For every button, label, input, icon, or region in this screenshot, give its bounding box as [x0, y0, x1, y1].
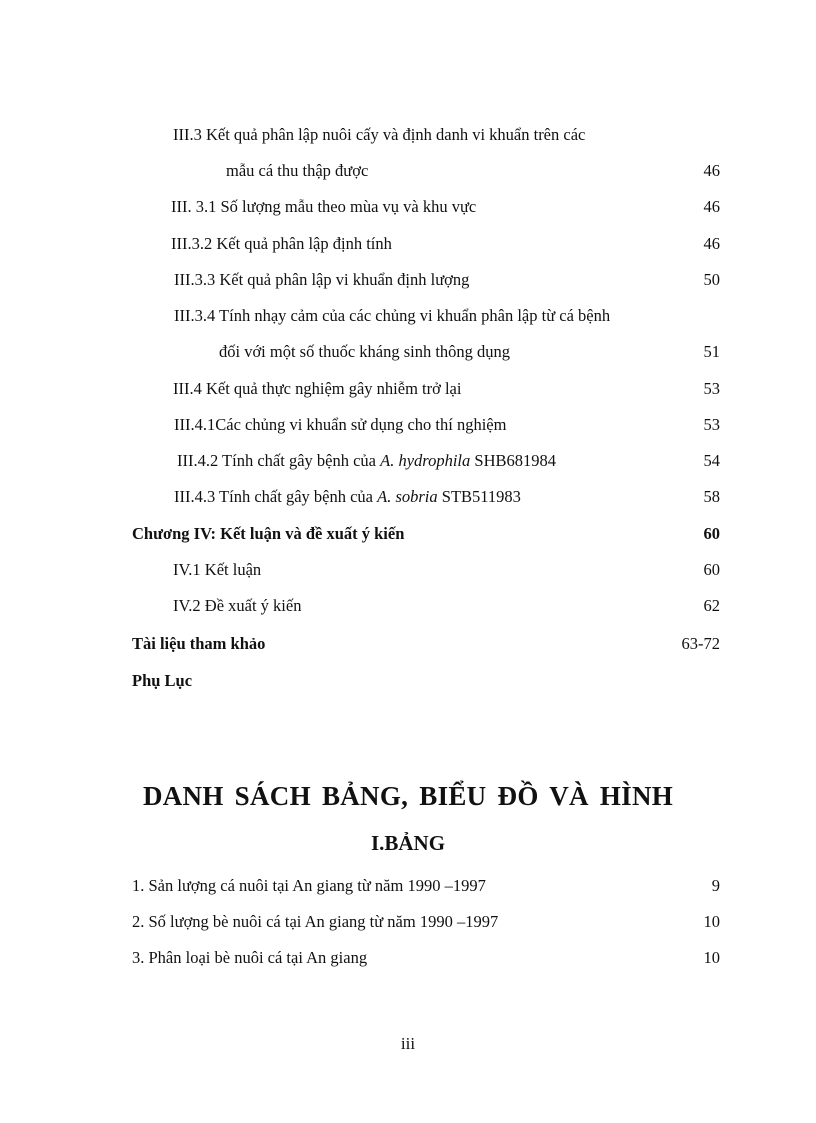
toc-entry-page: 54	[703, 451, 720, 470]
toc-chapter-page: 60	[703, 524, 720, 543]
toc-entry	[0, 448, 816, 474]
toc-entry-label: III.4.3 Tính chất gây bệnh của A. sobria STB511983	[174, 487, 521, 506]
table-entry-label: 3. Phân loại bè nuôi cá tại An giang	[132, 948, 368, 967]
toc-chapter	[0, 668, 816, 694]
toc-entry-page: 58	[703, 487, 720, 506]
toc-entry	[0, 376, 816, 402]
toc-entry	[0, 303, 816, 329]
table-entry-label: 2. Số lượng bè nuôi cá tại An giang từ năm 1990 –1997	[132, 912, 499, 931]
toc-entry-label: IV.2 Đề xuất ý kiến	[173, 596, 302, 615]
toc-chapter-label: Phụ Lục	[132, 671, 193, 690]
toc-chapter-page: 63-72	[681, 634, 720, 653]
toc-entry-page: 60	[703, 560, 720, 579]
toc-chapter	[0, 521, 816, 547]
species-name: A. sobria	[377, 487, 438, 506]
table-entry-label: 1. Sản lượng cá nuôi tại An giang từ năm 1990 –1997	[132, 876, 486, 895]
toc-chapter-label: Tài liệu tham khảo	[132, 634, 266, 653]
toc-entry-label: III.3.3 Kết quả phân lập vi khuẩn định lượng	[174, 270, 470, 289]
toc-entry-label: mẫu cá thu thập được	[226, 161, 369, 180]
toc-entry	[0, 267, 816, 293]
table-entry	[0, 945, 816, 971]
toc-entry-page: 46	[703, 161, 720, 180]
toc-entry-label: III.3.2 Kết quả phân lập định tính	[171, 234, 392, 253]
page-number: iii	[400, 1034, 416, 1053]
toc-entry-page: 53	[703, 415, 720, 434]
toc-entry-label: III.3.4 Tính nhạy cảm của các chủng vi khuẩn phân lập từ cá bệnh	[174, 306, 611, 325]
toc-entry-label: III. 3.1 Số lượng mẫu theo mùa vụ và khu vực	[171, 197, 477, 216]
toc-chapter-label: Chương IV: Kết luận và đề xuất ý kiến	[132, 524, 405, 543]
section-title: I.BẢNG	[370, 831, 446, 855]
toc-entry-label: III.4 Kết quả thực nghiệm gây nhiễm trở lại	[173, 379, 462, 398]
toc-entry	[0, 412, 816, 438]
toc-entry-page: 62	[703, 596, 720, 615]
toc-entry-label: III.4.1Các chủng vi khuẩn sử dụng cho thí nghiệm	[174, 415, 507, 434]
toc-entry-label: đối với một số thuốc kháng sinh thông dụng	[219, 342, 511, 361]
toc-entry-page: 46	[703, 197, 720, 216]
toc-entry-label: III.3 Kết quả phân lập nuôi cấy và định danh vi khuẩn trên các	[173, 125, 586, 144]
toc-entry-page: 51	[703, 342, 720, 361]
toc-entry-label: III.4.2 Tính chất gây bệnh của A. hydrophila SHB681984	[177, 451, 556, 470]
table-entry	[0, 873, 816, 899]
toc-entry	[0, 484, 816, 510]
toc-entry-page: 46	[703, 234, 720, 253]
table-entry-page: 10	[703, 948, 720, 967]
toc-entry-label: IV.1 Kết luận	[173, 560, 262, 579]
toc-entry	[0, 158, 816, 184]
table-entry-page: 10	[703, 912, 720, 931]
toc-entry-page: 50	[703, 270, 720, 289]
toc-entry	[0, 194, 816, 220]
toc-chapter	[0, 631, 816, 657]
toc-entry	[0, 557, 816, 583]
table-entry-page: 9	[711, 876, 720, 895]
toc-entry	[0, 339, 816, 365]
species-name: A. hydrophila	[380, 451, 471, 470]
toc-entry-page: 53	[703, 379, 720, 398]
toc-entry	[0, 593, 816, 619]
toc-entry	[0, 122, 816, 148]
table-entry	[0, 909, 816, 935]
list-title: DANH SÁCH BẢNG, BIỂU ĐỒ VÀ HÌNH	[142, 781, 674, 811]
toc-entry	[0, 231, 816, 257]
